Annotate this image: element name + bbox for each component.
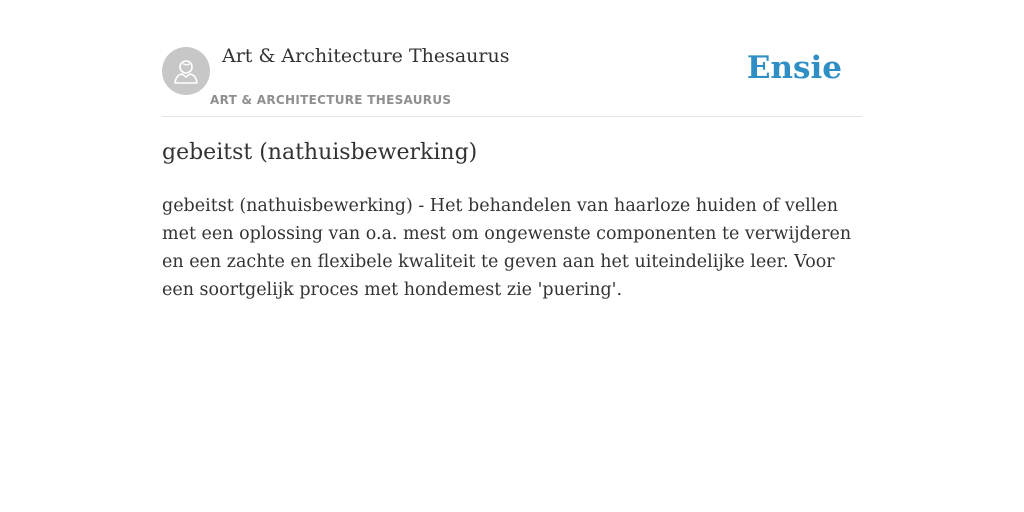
author-name[interactable]: Art & Architecture Thesaurus xyxy=(222,45,510,67)
user-icon xyxy=(171,56,201,86)
content-container xyxy=(162,0,862,300)
avatar[interactable] xyxy=(162,47,210,95)
term-definition: gebeitst (nathuisbewerking) - Het behandelen van haarloze huiden of vellen met een oplossing van o.a. mest om ongewenste componenten te verwijderen en een zachte en flexibele kwaliteit te geven aan het uiteindelijke leer. Voor een soortgelijk proces met hondemest zie 'puering'. xyxy=(162,196,852,300)
entry-header xyxy=(162,0,862,117)
brand-logo[interactable]: Ensie xyxy=(746,50,842,86)
term-title: gebeitst (nathuisbewerking) xyxy=(162,140,478,165)
source-label[interactable]: ART & ARCHITECTURE THESAURUS xyxy=(210,93,452,107)
